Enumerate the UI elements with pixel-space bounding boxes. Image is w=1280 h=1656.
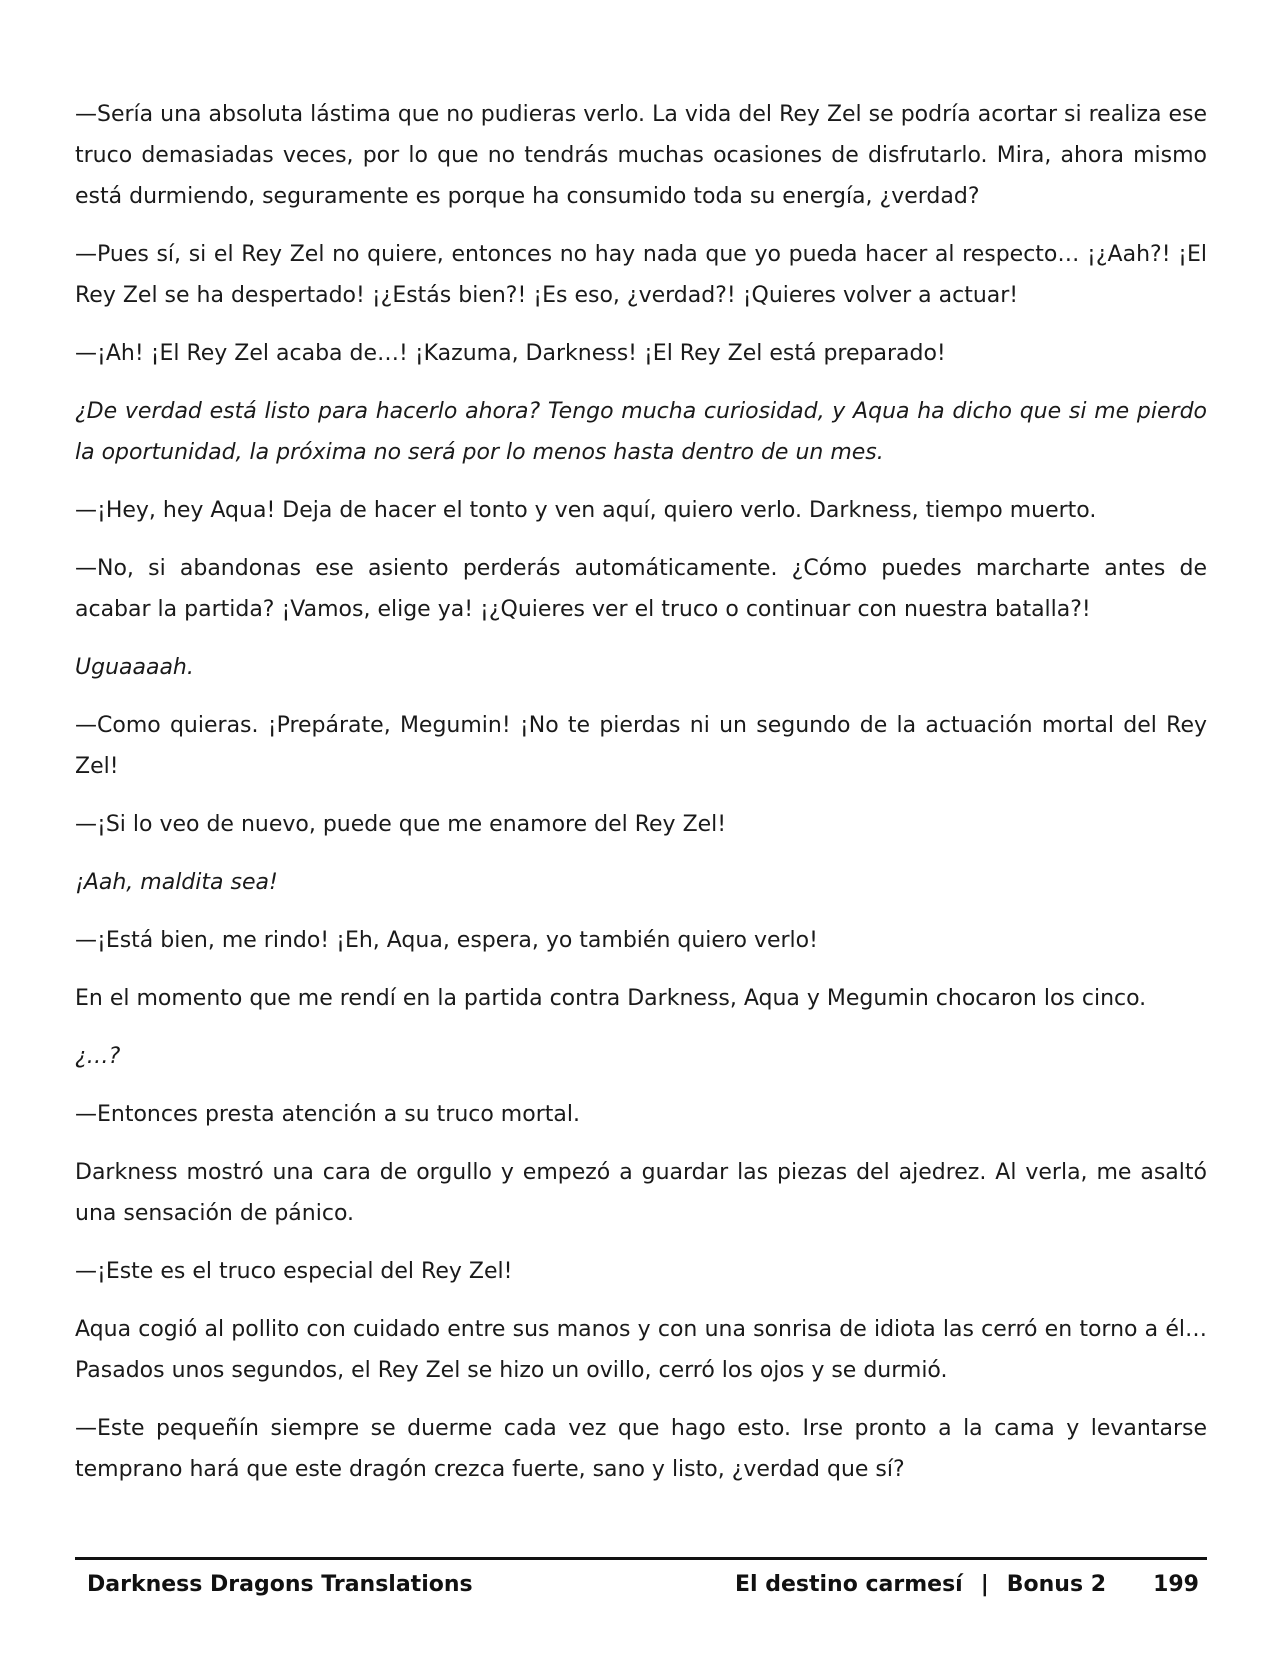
footer-separator: |: [980, 1572, 989, 1597]
paragraph: —¡Está bien, me rindo! ¡Eh, Aqua, espera, yo también quiero verlo!: [75, 928, 818, 953]
footer-section: Bonus 2: [1006, 1572, 1107, 1597]
narration-paragraph: Uguaaaah.: [75, 655, 194, 680]
narration-paragraph: ¿…?: [75, 1044, 121, 1069]
paragraph: —Este pequeñín siempre se duerme cada vez que hago esto. Irse pronto a la cama y levantarse temprano hará que este dragón crezca fuerte, sano y listo, ¿verdad que sí?: [75, 1416, 1207, 1482]
footer-page-number: 199: [1153, 1572, 1199, 1597]
footer-book-title: El destino carmesí: [735, 1572, 963, 1597]
paragraph: —Como quieras. ¡Prepárate, Megumin! ¡No te pierdas ni un segundo de la actuación mortal del Rey Zel!: [75, 713, 1207, 779]
paragraph: —¡Ah! ¡El Rey Zel acaba de…! ¡Kazuma, Darkness! ¡El Rey Zel está preparado!: [75, 341, 946, 366]
paragraph: —No, si abandonas ese asiento perderás automáticamente. ¿Cómo puedes marcharte antes de acabar la partida? ¡Vamos, elige ya! ¡¿Quieres ver el truco o continuar con nuestra batalla?!: [75, 556, 1207, 622]
paragraph: —Entonces presta atención a su truco mortal.: [75, 1102, 580, 1127]
footer-book-info: [735, 1572, 1106, 1597]
page-body: [75, 94, 1207, 1507]
paragraph: En el momento que me rendí en la partida contra Darkness, Aqua y Megumin chocaron los cinco.: [75, 986, 1147, 1011]
paragraph: —¡Si lo veo de nuevo, puede que me enamore del Rey Zel!: [75, 812, 727, 837]
paragraph: Darkness mostró una cara de orgullo y empezó a guardar las piezas del ajedrez. Al verla, me asaltó una sensación de pánico.: [75, 1160, 1207, 1226]
narration-paragraph: ¡Aah, maldita sea!: [75, 870, 278, 895]
paragraph: —¡Este es el truco especial del Rey Zel!: [75, 1259, 513, 1284]
footer-rule: [75, 1557, 1207, 1560]
page-footer: [75, 1568, 1207, 1608]
paragraph: —¡Hey, hey Aqua! Deja de hacer el tonto y ven aquí, quiero verlo. Darkness, tiempo muerto.: [75, 498, 1097, 523]
paragraph: —Sería una absoluta lástima que no pudieras verlo. La vida del Rey Zel se podría acortar si realiza ese truco demasiadas veces, por lo que no tendrás muchas ocasiones de disfrutarlo. Mira, ahora mismo está durmiendo, seguramente es porque ha consumido toda su energía, ¿verdad?: [75, 102, 1207, 209]
paragraph: Aqua cogió al pollito con cuidado entre sus manos y con una sonrisa de idiota las cerró en torno a él… Pasados unos segundos, el Rey Zel se hizo un ovillo, cerró los ojos y se durmió.: [75, 1317, 1207, 1383]
narration-paragraph: ¿De verdad está listo para hacerlo ahora? Tengo mucha curiosidad, y Aqua ha dicho que si me pierdo la oportunidad, la próxima no será por lo menos hasta dentro de un mes.: [75, 399, 1207, 465]
footer-translator: Darkness Dragons Translations: [87, 1572, 473, 1597]
paragraph: —Pues sí, si el Rey Zel no quiere, entonces no hay nada que yo pueda hacer al respecto… ¡¿Aah?! ¡El Rey Zel se ha despertado! ¡¿Estás bien?! ¡Es eso, ¿verdad?! ¡Quieres volver a actuar!: [75, 242, 1207, 308]
